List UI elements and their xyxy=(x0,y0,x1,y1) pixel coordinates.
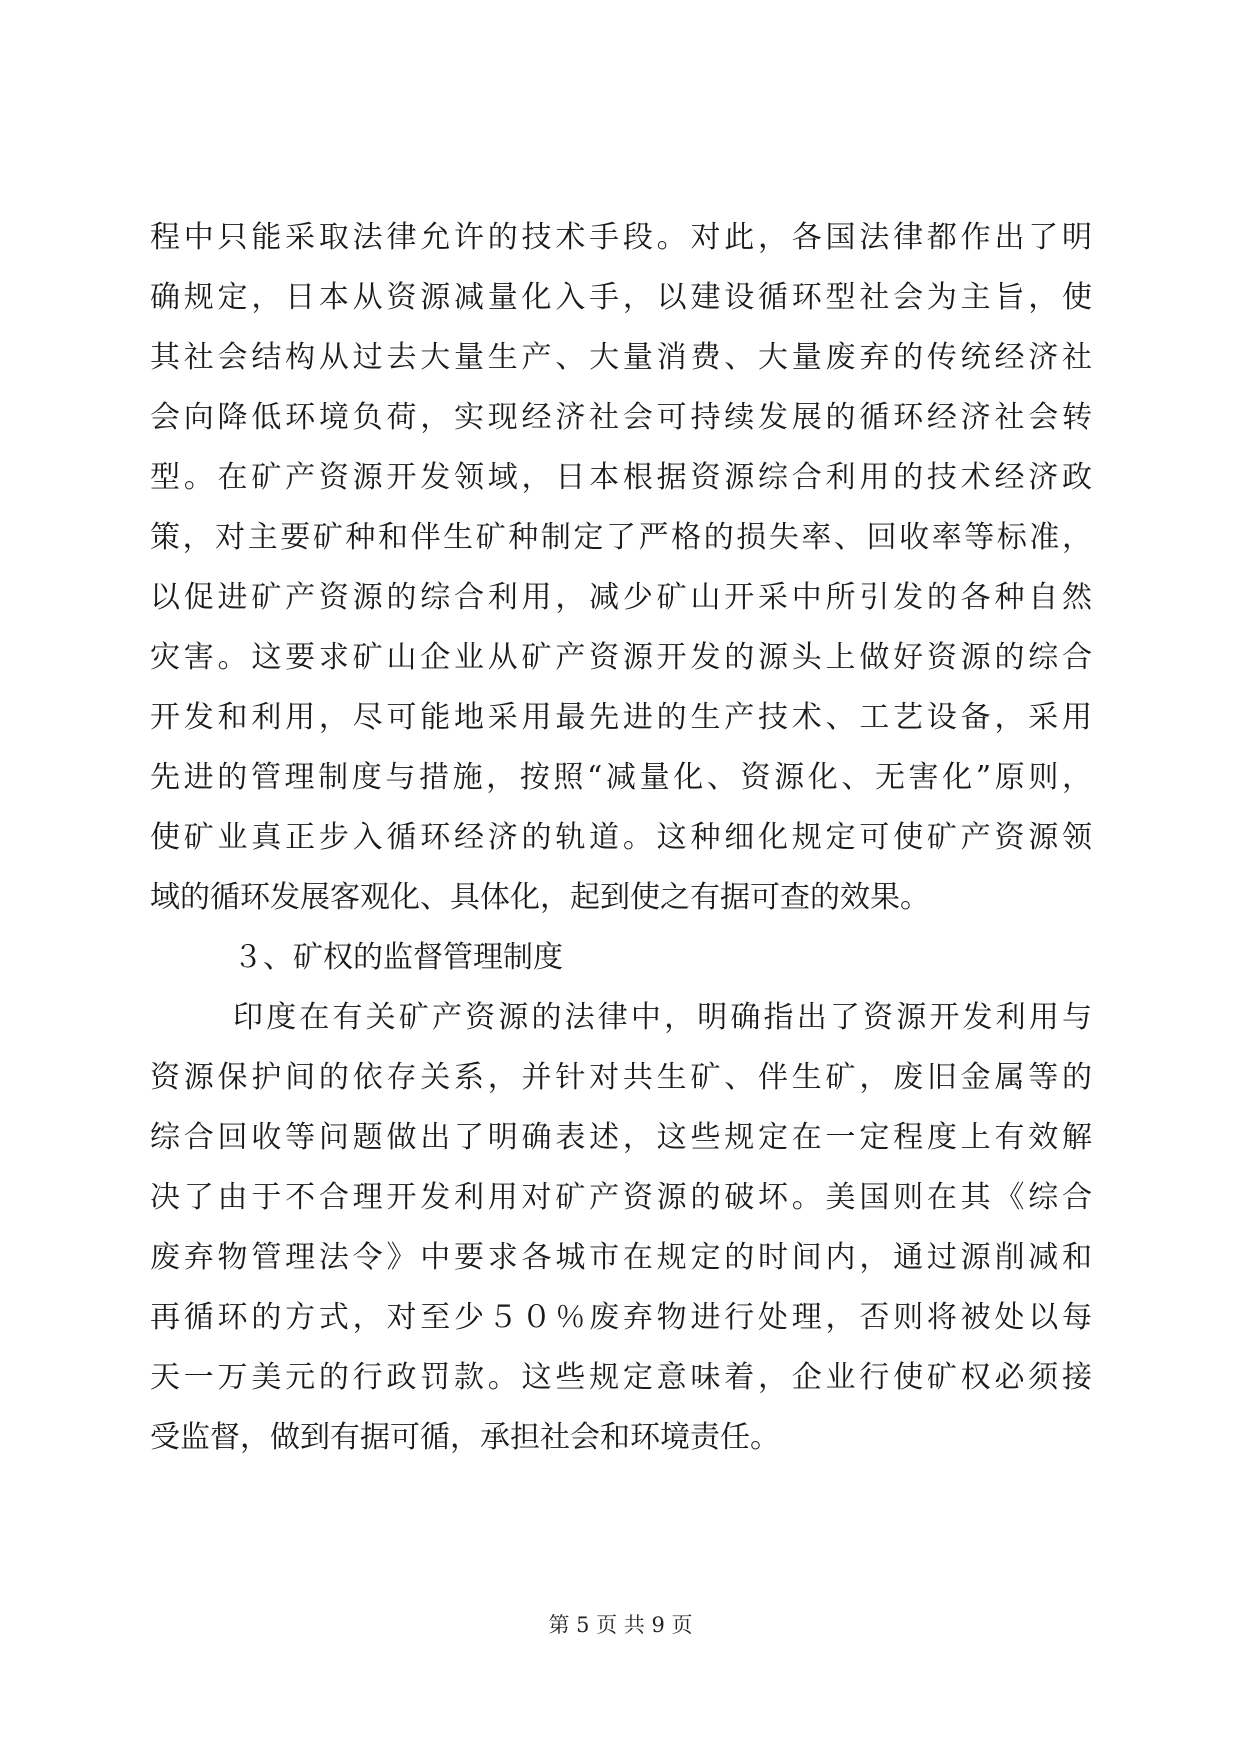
paragraph-line: 废弃物管理法令》中要求各城市在规定的时间内，通过源削减和 xyxy=(150,1240,1092,1275)
page-number-footer: 第 5 页 共 9 页 xyxy=(548,1613,693,1637)
paragraph-line: 程中只能采取法律允许的技术手段。对此，各国法律都作出了明 xyxy=(150,220,1092,255)
paragraph-line: 资源保护间的依存关系，并针对共生矿、伴生矿，废旧金属等的 xyxy=(150,1060,1092,1095)
paragraph-line: 使矿业真正步入循环经济的轨道。这种细化规定可使矿产资源领 xyxy=(150,820,1092,855)
paragraph-line: 以促进矿产资源的综合利用，减少矿山开采中所引发的各种自然 xyxy=(150,580,1092,615)
paragraph-line: 开发和利用，尽可能地采用最先进的生产技术、工艺设备，采用 xyxy=(150,700,1092,735)
paragraph-line: 综合回收等问题做出了明确表述，这些规定在一定程度上有效解 xyxy=(150,1120,1092,1155)
paragraph-line: 再循环的方式，对至少５０％废弃物进行处理，否则将被处以每 xyxy=(150,1300,1092,1335)
paragraph-line: 受监督，做到有据可循，承担社会和环境责任。 xyxy=(150,1420,780,1455)
paragraph-line: 域的循环发展客观化、具体化，起到使之有据可查的效果。 xyxy=(150,880,930,915)
paragraph-line: 会向降低环境负荷，实现经济社会可持续发展的循环经济社会转 xyxy=(150,400,1092,435)
section-heading: ３、矿权的监督管理制度 xyxy=(233,940,563,975)
paragraph-line: 确规定，日本从资源减量化入手，以建设循环型社会为主旨，使 xyxy=(150,280,1092,315)
paragraph-line: 决了由于不合理开发利用对矿产资源的破坏。美国则在其《综合 xyxy=(150,1180,1092,1215)
paragraph-line: 印度在有关矿产资源的法律中，明确指出了资源开发利用与 xyxy=(233,1000,1092,1035)
paragraph-line: 策，对主要矿种和伴生矿种制定了严格的损失率、回收率等标准， xyxy=(150,520,1092,555)
paragraph-line: 先进的管理制度与措施，按照“减量化、资源化、无害化”原则， xyxy=(150,760,1092,795)
paragraph-line: 型。在矿产资源开发领域，日本根据资源综合利用的技术经济政 xyxy=(150,460,1092,495)
paragraph-line: 天一万美元的行政罚款。这些规定意味着，企业行使矿权必须接 xyxy=(150,1360,1092,1395)
paragraph-line: 其社会结构从过去大量生产、大量消费、大量废弃的传统经济社 xyxy=(150,340,1092,375)
paragraph-line: 灾害。这要求矿山企业从矿产资源开发的源头上做好资源的综合 xyxy=(150,640,1092,675)
